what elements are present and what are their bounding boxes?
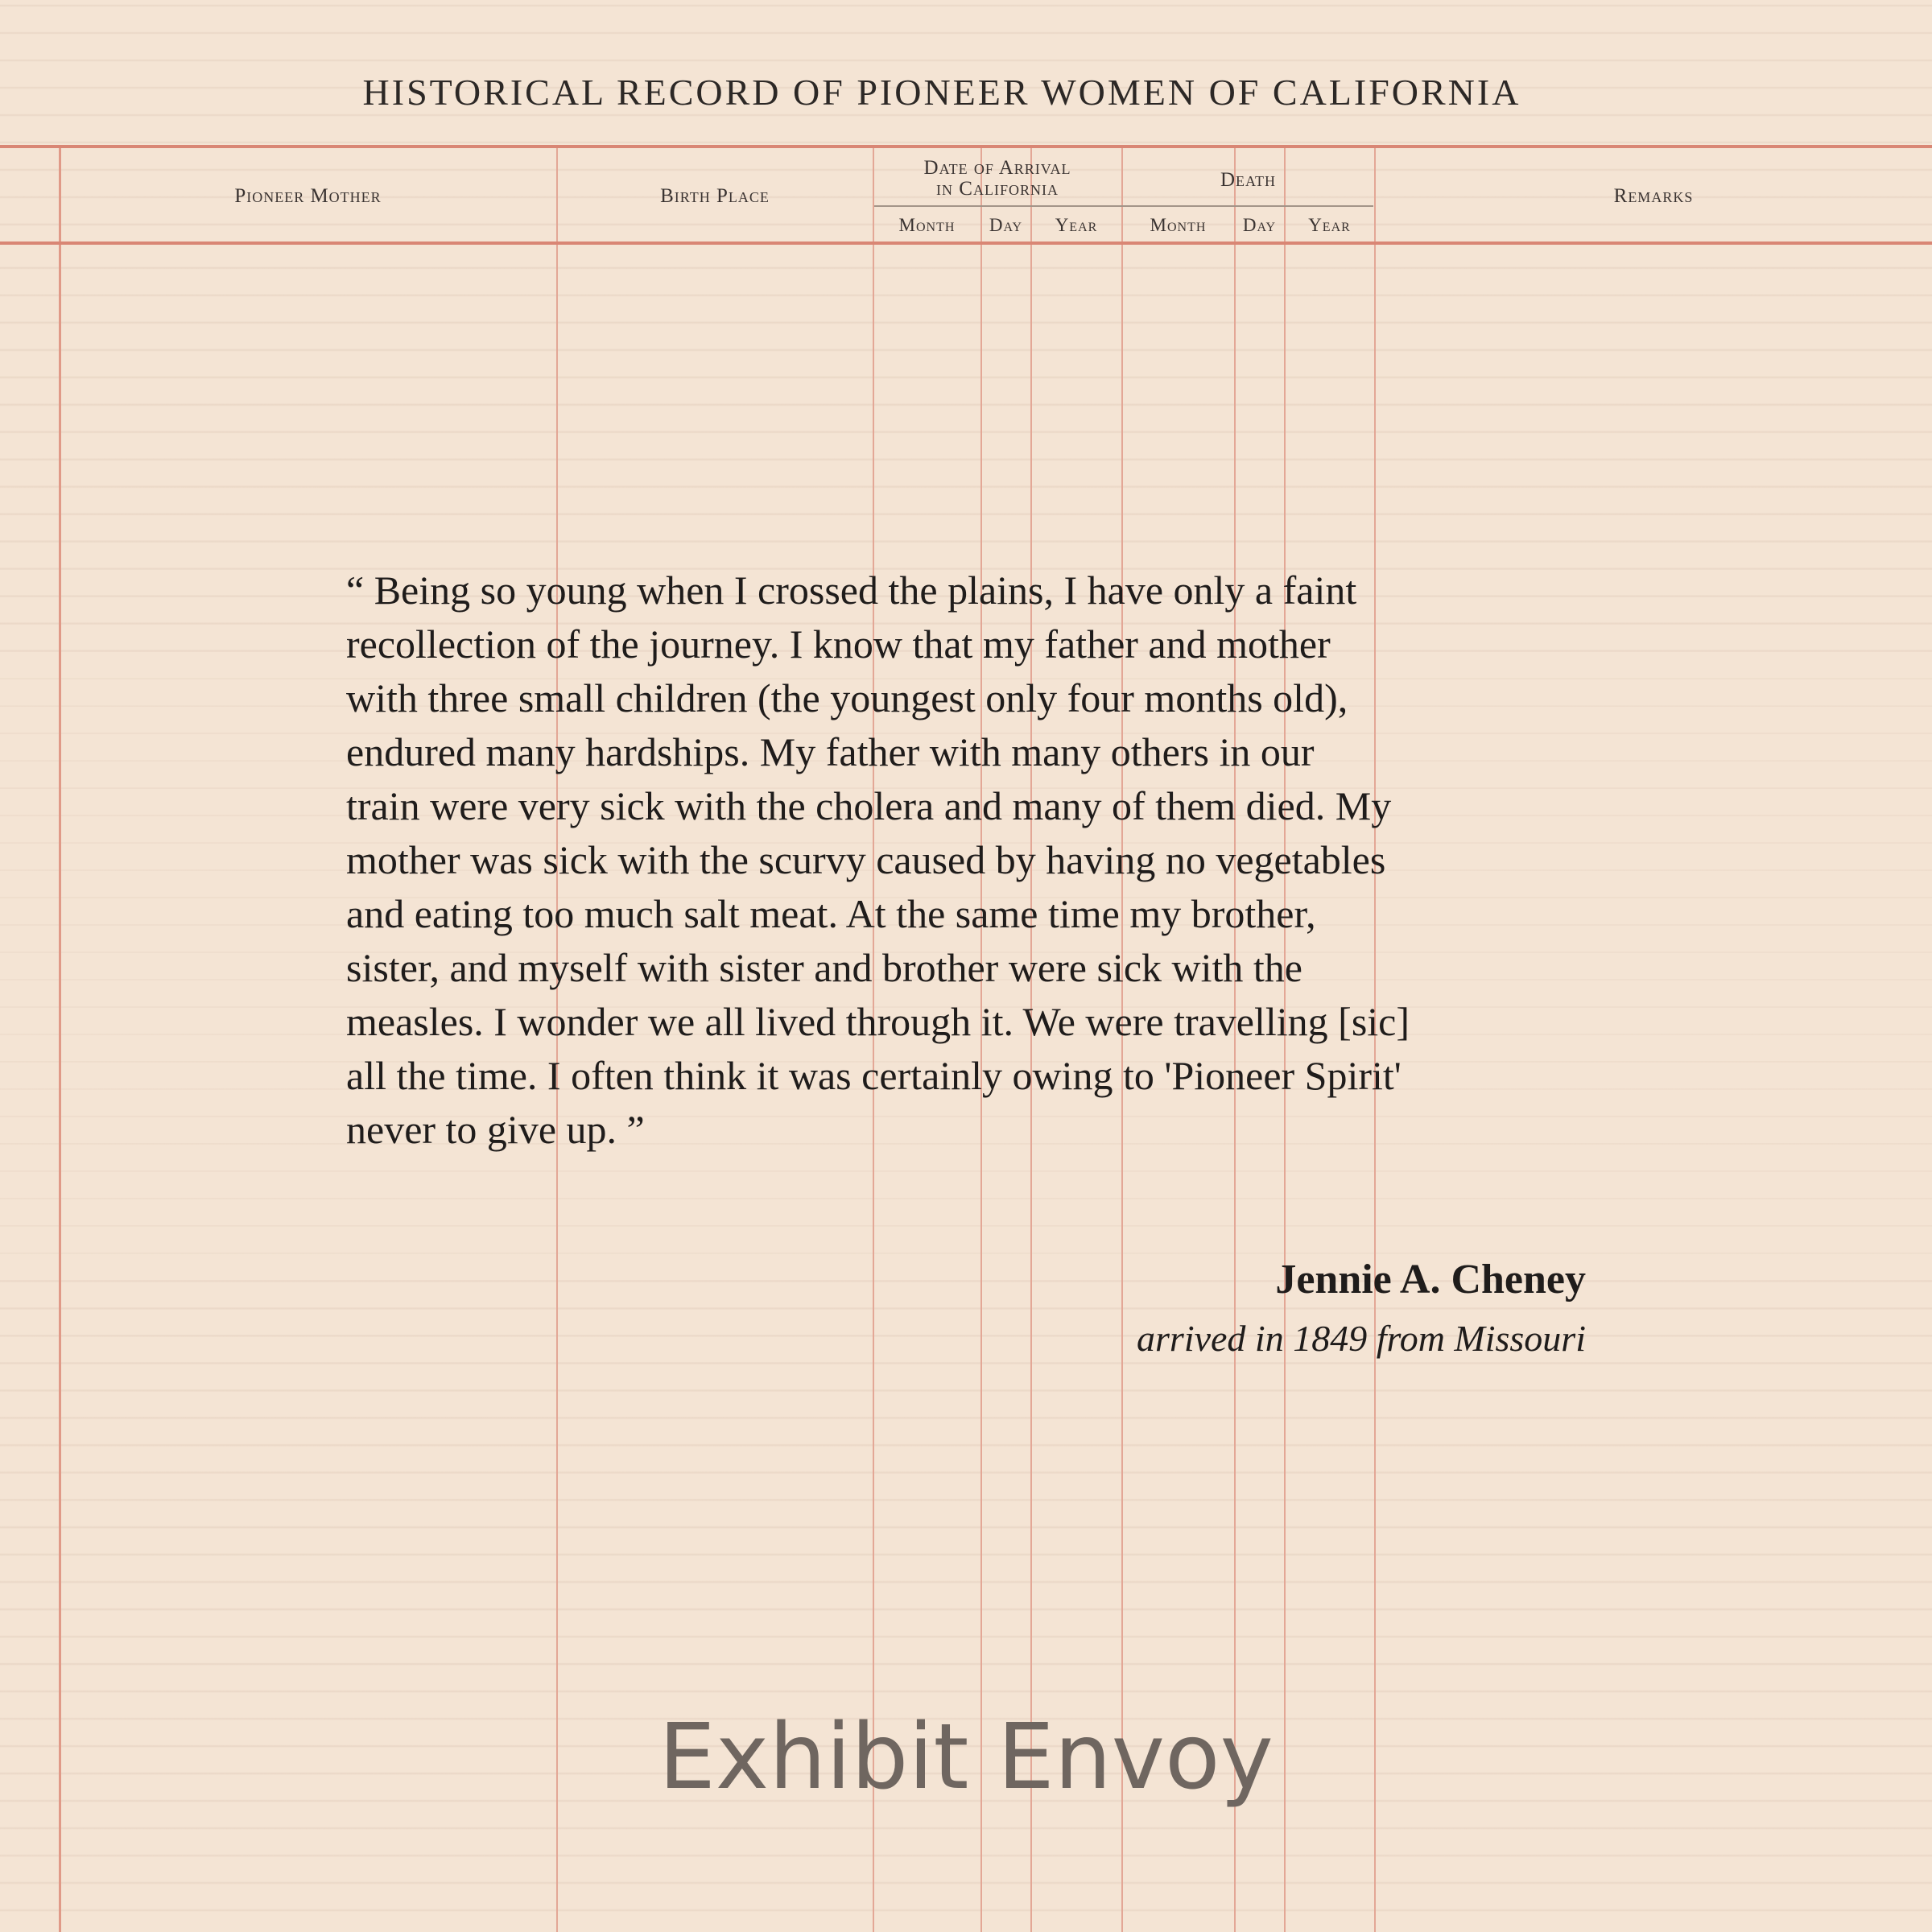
header-arrival-line1: Date of Arrival [923,157,1071,179]
header-arrival-month: Month [898,215,956,235]
quote-line: train were very sick with the cholera and many of them died. My [346,783,1392,828]
header-bottom-rule [0,242,1932,245]
header-death: Death [1220,169,1277,191]
margin-line [59,145,61,1932]
quote-line: with three small children (the youngest only four months old), [346,675,1348,720]
author-name: Jennie A. Cheney [1275,1257,1586,1302]
quote-line: mother was sick with the scurvy caused by having no vegetables [346,837,1386,882]
author-arrival-note: arrived in 1849 from Missouri [1137,1318,1586,1359]
quote-line: and eating too much salt meat. At the same time my brother, [346,891,1316,936]
header-remarks: Remarks [1613,185,1694,207]
quote-line: never to give up. ” [346,1107,645,1152]
quote-block [346,564,1602,1157]
quote-line: sister, and myself with sister and brother were sick with the [346,945,1302,990]
header-death-month: Month [1150,215,1207,235]
quote-line: all the time. I often think it was certainly owing to 'Pioneer Spirit' [346,1053,1402,1098]
header-arrival-line2: in California [936,178,1059,200]
header-death-year: Year [1308,215,1351,235]
quote-line: recollection of the journey. I know that my father and mother [346,621,1331,667]
quote-line: measles. I wonder we all lived through it. We were travelling [sic] [346,999,1410,1044]
date-subheader-rule [874,205,1373,207]
quote-line: endured many hardships. My father with many others in our [346,729,1315,774]
header-death-day: Day [1242,215,1277,235]
header-pioneer-mother: Pioneer Mother [234,185,382,207]
watermark: Exhibit Envoy [658,1705,1274,1810]
header-birth-place: Birth Place [660,185,770,207]
quote-line: “ Being so young when I crossed the plains, I have only a faint [346,568,1357,613]
page-title: HISTORICAL RECORD OF PIONEER WOMEN OF CALIFORNIA [362,72,1521,113]
header-arrival-day: Day [989,215,1023,235]
header-arrival-year: Year [1055,215,1098,235]
header-top-rule [0,145,1932,148]
